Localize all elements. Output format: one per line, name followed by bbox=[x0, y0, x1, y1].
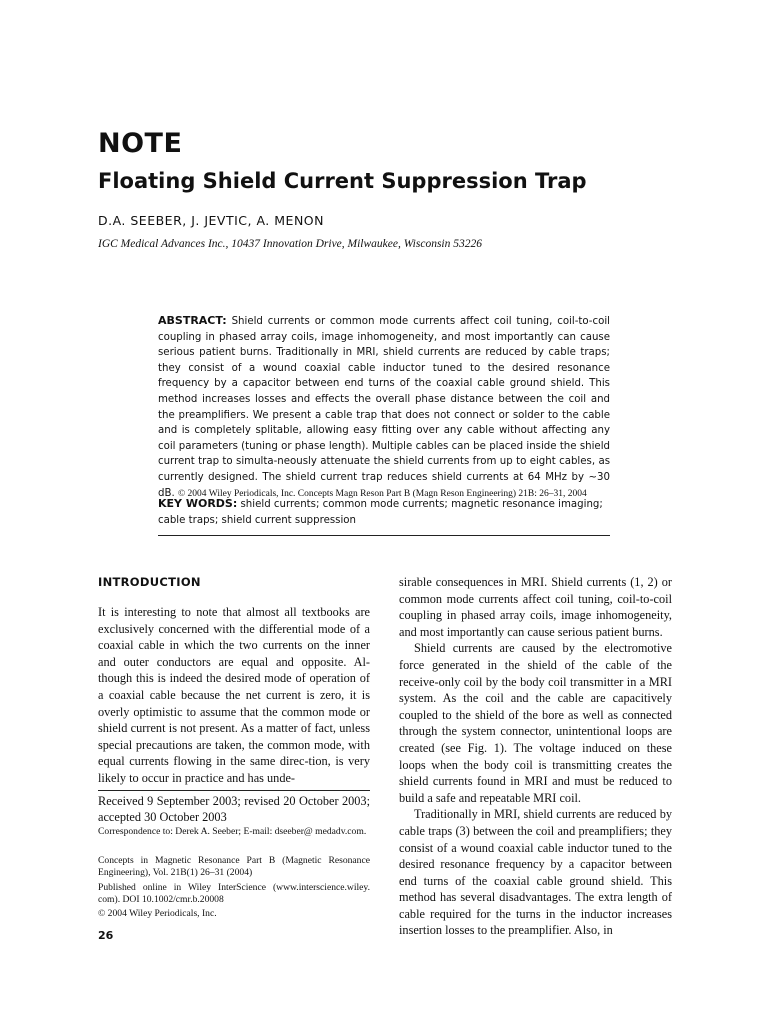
intro-paragraph-left: It is interesting to note that almost all textbooks are exclusively concerned with the differential mode of a coaxial cable in which the two currents on the inner and outer conductors are equal and opposite. Al-though this is indeed the desired mode of operation of a coaxial cable because the net current is zero, it is overly optimistic to assume that the common mode or shield current is not present. As a matter of fact, unless special precautions are taken, the common mode, with equal currents flowing in the same direc-tion, is very likely to occur in practice and has unde- bbox=[98, 605, 370, 785]
section-heading-introduction: INTRODUCTION bbox=[98, 575, 201, 589]
abstract-divider bbox=[158, 535, 610, 536]
published-footnote: Published online in Wiley InterScience (www.interscience.wiley. com). DOI 10.1002/cmr.b.20008 bbox=[98, 882, 370, 906]
abstract-text: Shield currents or common mode currents affect coil tuning, coil-to-coil coupling in phased array coils, image inhomogeneity, and most importantly can cause serious patient burns. Traditionally in MRI, shield currents are reduced by cable traps; they consist of a wound coaxial cable inductor tuned to the desired resonance frequency by a capacitor between end turns of the coaxial cable ground shield. This method increases losses and effects the overall phase distance between the coil and the preamplifiers. We present a cable trap that does not connect or solder to the cable and is completely splitable, allowing easy fitting over any cable without affecting any coil parameters (tuning or phase length). Multiple cables can be placed inside the shield current trap to simulta-neously attenuate the shield currents from up to eight cables, as currently designed. The shield current trap reduces shield currents at 64 MHz by ~30 dB. bbox=[158, 316, 610, 499]
abstract-citation: © 2004 Wiley Periodicals, Inc. Concepts Magn Reson Part B (Magn Reson Engineering) 21B: 26–31, 2004 bbox=[177, 488, 587, 499]
correspondence-footnote: Correspondence to: Derek A. Seeber; E-mail: dseeber@ medadv.com. bbox=[98, 826, 367, 837]
left-column bbox=[98, 604, 370, 787]
authors: D.A. SEEBER, J. JEVTIC, A. MENON bbox=[98, 213, 324, 228]
keywords-text: shield currents; common mode currents; magnetic resonance imaging; cable traps; shield current suppression bbox=[158, 499, 603, 526]
intro-paragraph-right-2: Shield currents are caused by the electromotive force generated in the shield of the cable of the receive-only coil by the body coil transmitter in a MRI system. As the coil and the cable are capacitively coupled to the shield of the bore as well as connected through the system connector, unintentional loops are created (see Fig. 1). The voltage induced on these loops when the body coil is transmitting creates the shield currents found in MRI and must be reduced to build a safe and repeatable MRI coil. bbox=[399, 641, 672, 805]
affiliation: IGC Medical Advances Inc., 10437 Innovation Drive, Milwaukee, Wisconsin 53226 bbox=[98, 238, 482, 250]
article-title: Floating Shield Current Suppression Trap bbox=[98, 169, 587, 193]
right-column bbox=[399, 574, 672, 939]
abstract-label: ABSTRACT: bbox=[158, 314, 227, 327]
footnote-divider bbox=[98, 790, 370, 791]
intro-paragraph-right-3: Traditionally in MRI, shield currents are reduced by cable traps (3) between the coil and preamplifiers; they consist of a wound coaxial cable inductor tuned to the desired resonance frequency by a capacitor between end turns of the coaxial cable ground shield. This method has several disadvantages. The extra length of cable required for the turns in the inductor increases insertion losses to the preamplifier. Also, in bbox=[399, 807, 672, 938]
keywords-label: KEY WORDS: bbox=[158, 497, 238, 510]
keywords bbox=[158, 496, 610, 528]
received-dates: Received 9 September 2003; revised 20 October 2003; accepted 30 October 2003 bbox=[98, 794, 370, 825]
abstract bbox=[158, 313, 610, 502]
journal-footnote: Concepts in Magnetic Resonance Part B (Magnetic Resonance Engineering), Vol. 21B(1) 26–31 (2004) bbox=[98, 855, 370, 879]
copyright-footnote: © 2004 Wiley Periodicals, Inc. bbox=[98, 908, 217, 919]
note-label: NOTE bbox=[98, 128, 183, 159]
page-number: 26 bbox=[98, 929, 114, 942]
intro-paragraph-right-1: sirable consequences in MRI. Shield currents (1, 2) or common mode currents affect coil tuning, coil-to-coil coupling in phased array coils, image inhomogeneity, and most importantly can cause serious patient burns. bbox=[399, 575, 672, 639]
